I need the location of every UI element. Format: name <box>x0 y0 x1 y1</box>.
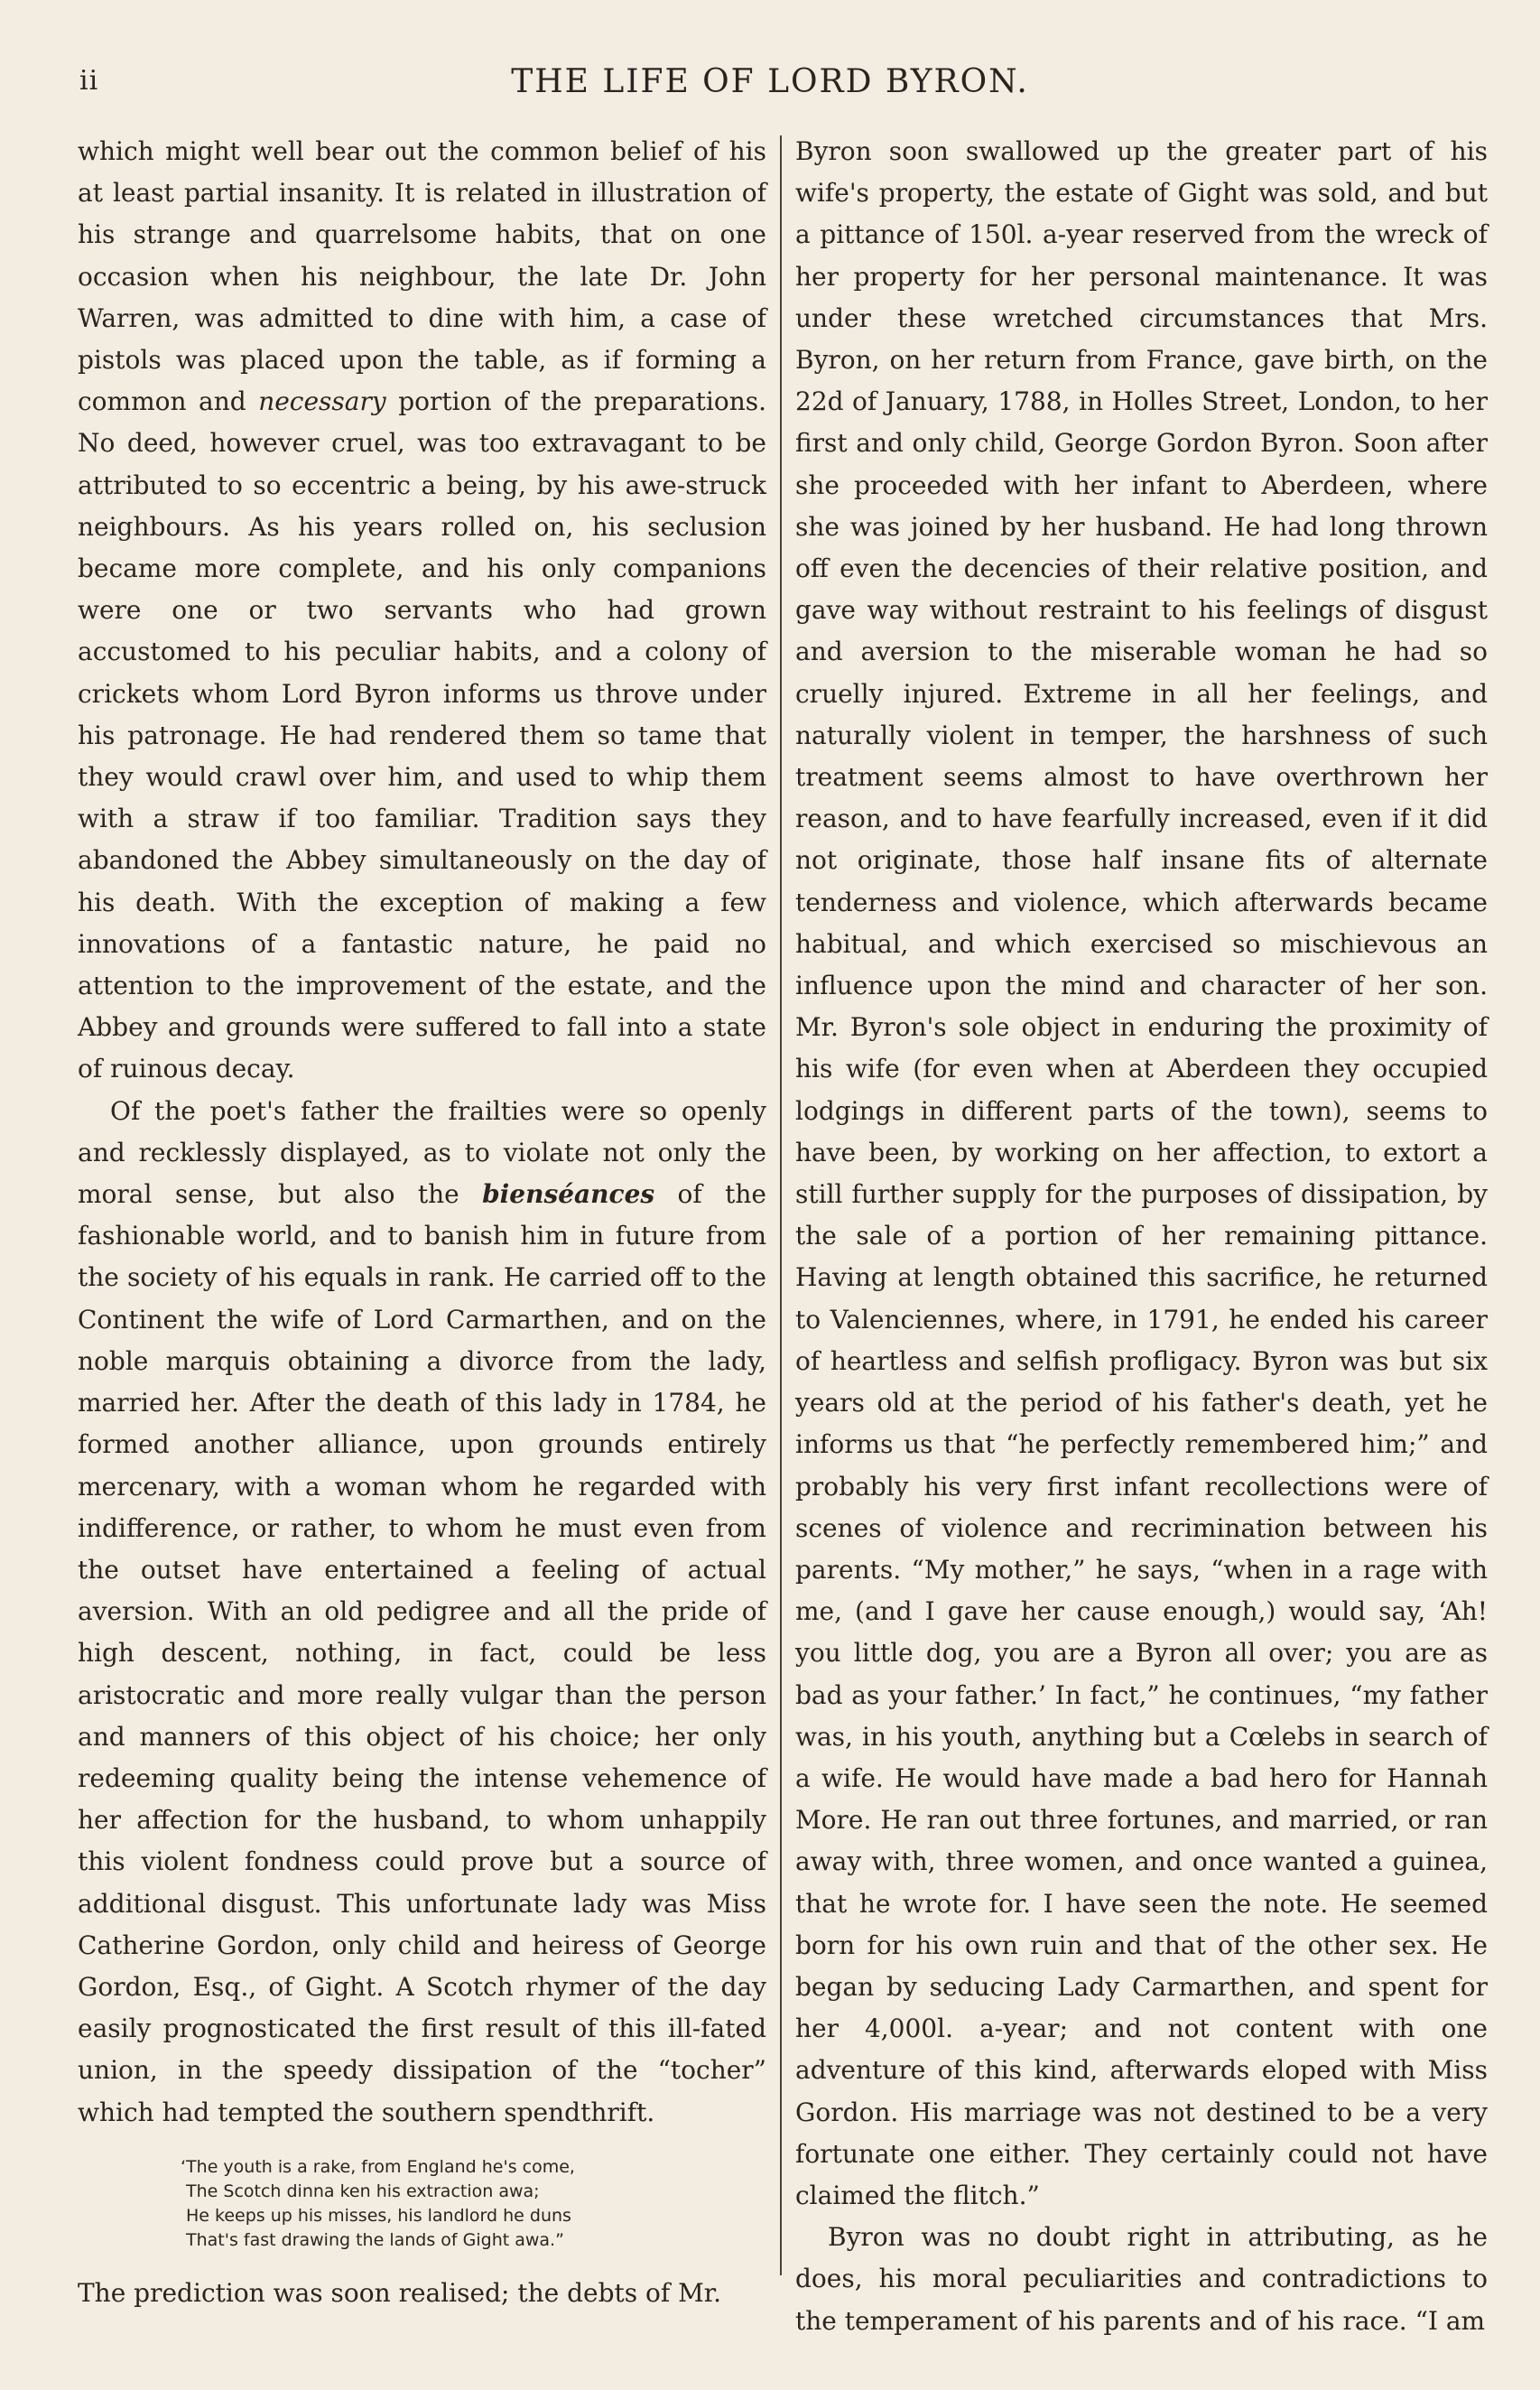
verse-line: He keeps up his misses, his landlord he duns <box>186 2205 571 2226</box>
column-divider <box>780 135 782 2275</box>
verse-line: That's fast drawing the lands of Gight awa.” <box>186 2229 564 2250</box>
left-paragraph-3: The prediction was soon realised; the debts of Mr. <box>78 2277 722 2308</box>
verse-line: The Scotch dinna ken his extraction awa; <box>186 2181 540 2201</box>
left-paragraph-2: Of the poet's father the frailties were so openly and recklessly displayed, as to violate not only the moral sense, but also the bienséances of the fashionable world, and to banish him in future from the society of his equals in rank. He carried off to the Continent the wife of Lord Carmarthen, and on the noble marquis obtaining a divorce from the lady, married her. After the death of this lady in 1784, he formed another alliance, upon grounds entirely mercenary, with a woman whom he regarded with indifference, or rather, to whom he must even from the outset have entertained a feeling of actual aversion. With an old pedigree and all the pride of high descent, nothing, in fact, could be less aristocratic and more really vulgar than the person and manners of this object of his choice; her only redeeming quality being the intense vehemence of her affection for the husband, to whom unhappily this violent fondness could prove but a source of additional disgust. This unfortunate lady was Miss Catherine Gordon, only child and heiress of George Gordon, Esq., of Gight. A Scotch rhymer of the day easily prognosticated the first result of this ill-fated union, in the speedy dissipation of the “tocher” which had tempted the southern spendthrift. <box>78 1095 766 2127</box>
left-column <box>78 131 766 2314</box>
page-number: ii <box>79 65 99 97</box>
italic-necessary: necessary <box>258 386 386 417</box>
verse-line: ‘The youth is a rake, from England he's come, <box>181 2156 575 2177</box>
verse-quotation <box>181 2155 766 2253</box>
left-paragraph-1: which might well bear out the common belief of his at least partial insanity. It is related in illustration of his strange and quarrelsome habits, that on one occasion when his neighbour, the late Dr. John Warren, was admitted to dine with him, a case of pistols was placed upon the table, as if forming a common and necessary portion of the preparations. No deed, however cruel, was too extravagant to be attributed to so eccentric a being, by his awe-struck neighbours. As his years rolled on, his seclusion became more complete, and his only companions were one or two servants who had grown accustomed to his peculiar habits, and a colony of crickets whom Lord Byron informs us throve under his patronage. He had rendered them so tame that they would crawl over him, and used to whip them with a straw if too familiar. Tradition says they abandoned the Abbey simultaneously on the day of his death. With the exception of making a few innovations of a fantastic nature, he paid no attention to the improvement of the estate, and the Abbey and grounds were suffered to fall into a state of ruinous decay. <box>78 136 767 1084</box>
right-paragraph-2: Byron was no doubt right in attributing, as he does, his moral peculiarities and contradictions to the temperament of his parents and of his race. “I am <box>795 2222 1488 2336</box>
right-column <box>795 131 1488 2342</box>
running-title: THE LIFE OF LORD BYRON. <box>511 63 1029 100</box>
italic-biensceances: bienséances <box>482 1179 655 1210</box>
right-paragraph-1: Byron soon swallowed up the greater part of his wife's property, the estate of Gight was sold, and but a pittance of 150l. a-year reserved from the wreck of her property for her personal maintenance. It was under these wretched circumstances that Mrs. Byron, on her return from France, gave birth, on the 22d of January, 1788, in Holles Street, London, to her first and only child, George Gordon Byron. Soon after she proceeded with her infant to Aberdeen, where she was joined by her husband. He had long thrown off even the decencies of their relative position, and gave way without restraint to his feelings of disgust and aversion to the miserable woman he had so cruelly injured. Extreme in all her feelings, and naturally violent in temper, the harshness of such treatment seems almost to have overthrown her reason, and to have fearfully increased, even if it did not originate, those half insane fits of alternate tenderness and violence, which afterwards became habitual, and which exercised so mischievous an influence upon the mind and character of her son. Mr. Byron's sole object in enduring the proximity of his wife (for even when at Aberdeen they occupied lodgings in different parts of the town), seems to have been, by working on her affection, to extort a still further supply for the purposes of dissipation, by the sale of a portion of her remaining pittance. Having at length obtained this sacrifice, he returned to Valenciennes, where, in 1791, he ended his career of heartless and selfish profligacy. Byron was but six years old at the period of his father's death, yet he informs us that “he perfectly remembered him;” and probably his very first infant recollections were of scenes of violence and recrimination between his parents. “My mother,” he says, “when in a rage with me, (and I gave her cause enough,) would say, ‘Ah! you little dog, you are a Byron all over; you are as bad as your father.’ In fact,” he continues, “my father was, in his youth, anything but a Cœlebs in search of a wife. He would have made a bad hero for Hannah More. He ran out three fortunes, and married, or ran away with, three women, and once wanted a guinea, that he wrote for. I have seen the note. He seemed born for his own ruin and that of the other sex. He began by seducing Lady Carmarthen, and spent for her 4,000l. a-year; and not content with one adventure of this kind, afterwards eloped with Miss Gordon. His marriage was not destined to be a very fortunate one either. They certainly could not have claimed the flitch.” <box>795 136 1488 2210</box>
